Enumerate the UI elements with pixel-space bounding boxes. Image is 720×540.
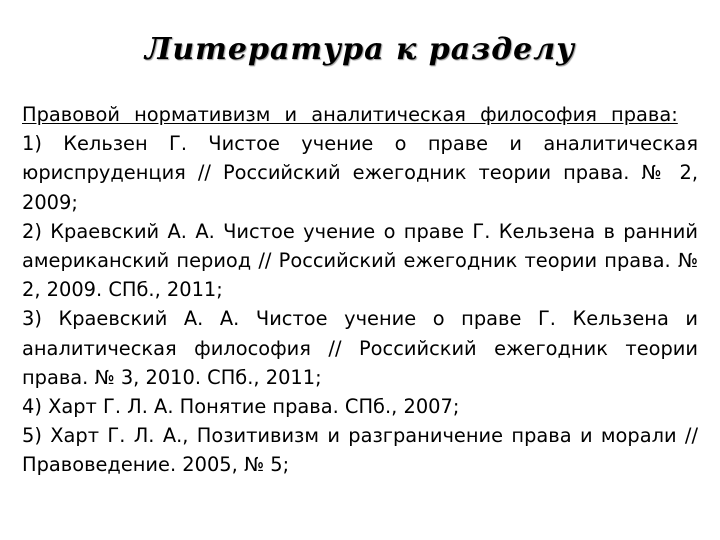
slide-title: Литература к разделу <box>144 32 576 67</box>
reference-item-4: 4) Харт Г. Л. А. Понятие права. СПб., 2007; <box>22 395 460 419</box>
reference-item-5: 5) Харт Г. Л. А., Позитивизм и разграничение права и морали //Правоведение. 2005, № 5; <box>22 424 698 477</box>
reference-item-2: 2) Краевский А. А. Чистое учение о праве Г. Кельзена в ранний американский период // Российский ежегодник теории права. № 2, 2009. СПб., 2011; <box>22 219 698 302</box>
reference-item-3: 3) Краевский А. А. Чистое учение о праве Г. Кельзена и аналитическая философия // Российский ежегодник теории права. № 3, 2010. СПб., 2011; <box>22 307 698 389</box>
reference-item-1: 1) Кельзен Г. Чистое учение о праве и аналитическая юриспруденция // Российский ежегодник теории права. № 2, 2009; <box>22 132 698 214</box>
reference-list <box>22 100 698 480</box>
section-heading: Правовой нормативизм и аналитическая философия права: <box>22 103 678 126</box>
